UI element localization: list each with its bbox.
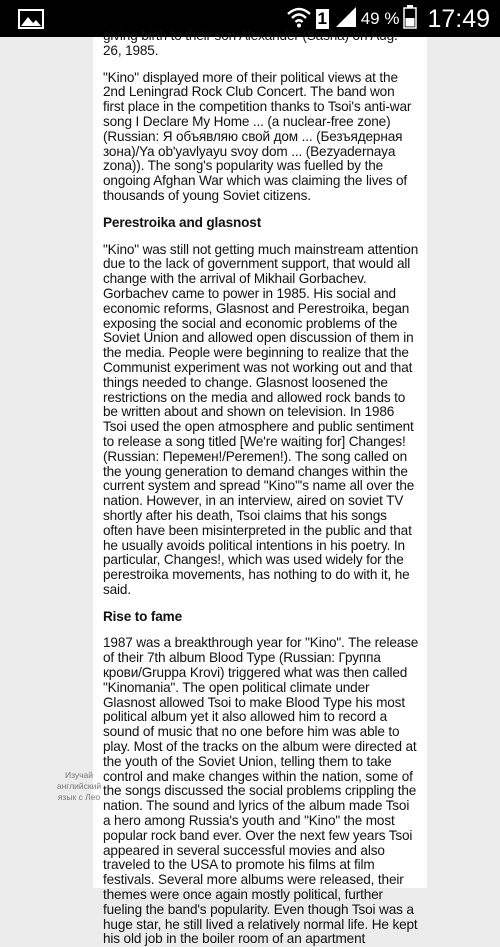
side-ad[interactable] bbox=[56, 770, 102, 803]
clock: 17:49 bbox=[427, 4, 490, 33]
section-heading: Rise to fame bbox=[103, 608, 183, 624]
battery-percent: 49 % bbox=[360, 9, 400, 28]
gallery-icon[interactable] bbox=[18, 9, 44, 34]
sim-indicator: 1 bbox=[317, 9, 327, 28]
ad-line: английский bbox=[56, 781, 102, 791]
paragraph: giving birth to their son Alexander (Sasha) on Aug. 26, 1985. bbox=[103, 28, 398, 58]
ad-line: Изучай bbox=[64, 770, 94, 780]
paragraph: "Kino" displayed more of their political views at the 2nd Leningrad Rock Club Concert. The band won first place in the competition thanks to Tsoi's anti-war song I Declare My Home ... (a nuclear-free zone) (Russian: Я объявляю свой дом ... (Безъядерная зона)/Ya ob'yavlyayu svoy dom ... (Bezyadernaya zona)). The song's popularity was fuelled by the ongoing Afghan War which was claiming the lives of thousands of young Soviet citizens. bbox=[103, 69, 412, 203]
paragraph: 1987 was a breakthrough year for "Kino". The release of their 7th album Blood Type (Russian: Группа крови/Gruppa Krovi) triggered what was then called "Kinomania". The open political climate under Glasnost allowed Tsoi to make Blood Type his most political album yet it also allowed him to record a sound of music that no one before him was able to play. Most of the tracks on the album were directed at the youth of the Soviet Union, telling them to take control and make changes within the nation, some of the songs discussed the social problems crippling the nation. The sound and lyrics of the album made Tsoi a hero among Russia's youth and "Kino" the most popular rock band ever. Over the next few years Tsoi appeared in several successful movies and also traveled to the USA to promote his films at film festivals. Several more albums were released, their themes were once again mostly political, further fueling the band's popularity. Even though Tsoi was a huge star, he still lived a relatively normal life. He kept his old job in the boiler room of an apartment bbox=[103, 635, 419, 947]
article-content bbox=[93, 29, 427, 947]
paragraph: "Kino" was still not getting much mainstream attention due to the lack of government support, that would all change with the arrival of Mikhail Gorbachev. Gorbachev came to power in 1985. His social and economic reforms, Glasnost and Perestroika, began exposing the social and economic problems of the Soviet Union and allowed open discussion of them in the media. People were beginning to realize that the Communist experiment was not working out and that things needed to change. Glasnost loosened the restrictions on the media and allowed rock bands to be written about and shown on television. In 1986 Tsoi used the open atmosphere and public sentiment to release a song titled [We're waiting for] Changes! (Russian: Перемен!/Peremen!). The song called on the young generation to demand changes within the current system and spread "Kino"'s name all over the nation. However, in an interview, aired on soviet TV shortly after his death, Tsoi claims that his songs often have been misinterpreted in the public and that he usually avoids political intentions in his poetry. In particular, Changes!, which was used widely for the perestroika movements, has nothing to do with it, he said. bbox=[103, 241, 419, 597]
ad-line: язык с Лео bbox=[57, 792, 101, 802]
article-page[interactable] bbox=[93, 28, 427, 947]
section-heading: Perestroika and glasnost bbox=[103, 214, 262, 230]
